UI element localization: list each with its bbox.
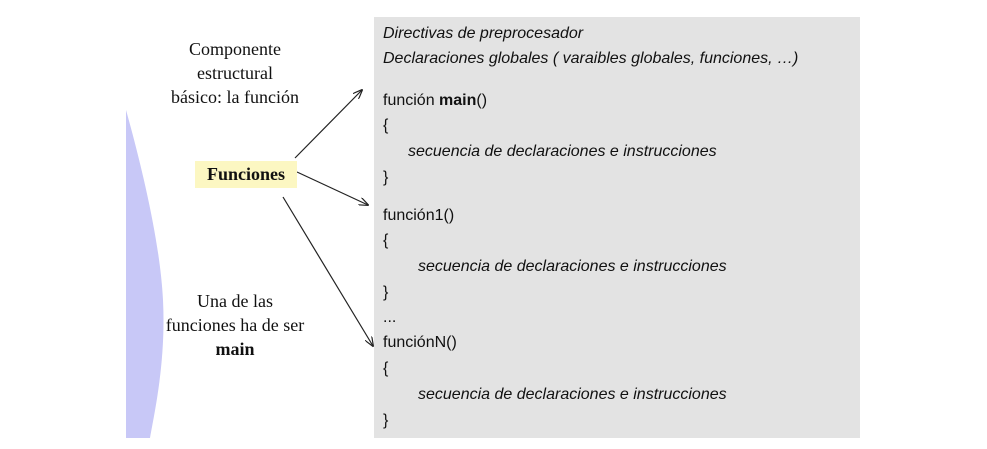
- main-brace-close: }: [383, 169, 389, 186]
- funcionN-body: secuencia de declaraciones e instrucciones: [418, 386, 727, 403]
- program-structure-box: [374, 17, 860, 438]
- structural-component-note: [150, 37, 320, 109]
- main-required-note: [150, 289, 320, 361]
- funcionN-signature: funciónN(): [383, 334, 457, 351]
- note-line: Componente: [189, 39, 281, 59]
- arrow-to-funcion1: [297, 172, 368, 205]
- main-body: secuencia de declaraciones e instrucciones: [408, 143, 717, 160]
- note-line: básico: la función: [171, 87, 299, 107]
- funcion1-body: secuencia de declaraciones e instrucciones: [418, 258, 727, 275]
- main-prefix: función: [383, 92, 440, 109]
- funciones-label: Funciones: [195, 161, 297, 188]
- funcionN-brace-close: }: [383, 412, 389, 429]
- note-line: Una de las: [197, 291, 273, 311]
- funcion1-brace-open: {: [383, 232, 389, 249]
- funcion1-brace-close: }: [383, 284, 389, 301]
- note-line: estructural: [197, 63, 273, 83]
- funcionN-brace-open: {: [383, 360, 389, 377]
- main-signature: [383, 91, 487, 111]
- main-name: main: [439, 92, 477, 109]
- globals-line: Declaraciones globales ( varaibles globales, funciones, …): [383, 50, 799, 67]
- preprocessor-line: Directivas de preprocesador: [383, 25, 584, 42]
- note-line-bold: main: [215, 339, 255, 359]
- main-suffix: (): [476, 92, 488, 109]
- funcion1-signature: función1(): [383, 207, 455, 224]
- left-decoration: [126, 110, 164, 438]
- main-brace-open: {: [383, 117, 389, 134]
- ellipsis: ...: [383, 309, 397, 326]
- note-line: funciones ha de ser: [165, 315, 305, 335]
